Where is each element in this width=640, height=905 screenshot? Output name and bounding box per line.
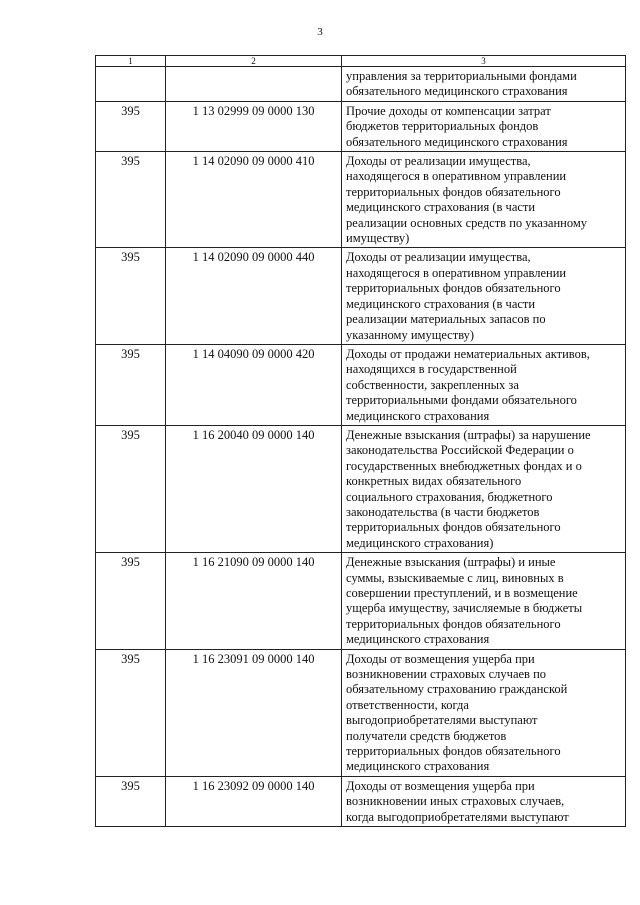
description-line: территориальных фондов обязательного	[346, 616, 561, 631]
budget-code-cell: 1 14 02090 09 0000 440	[166, 248, 342, 344]
page-number: 3	[317, 26, 323, 38]
description-line: медицинского страхования)	[346, 535, 494, 550]
description-line: Доходы от возмещения ущерба при	[346, 778, 535, 793]
description-cell	[342, 425, 626, 552]
budget-code-cell: 1 14 04090 09 0000 420	[166, 344, 342, 425]
description-line: территориальных фондов обязательного	[346, 281, 561, 296]
description-line: выгодоприобретателями выступают	[346, 713, 538, 728]
table-row	[96, 152, 626, 248]
description-line: Доходы от возмещения ущерба при	[346, 651, 535, 666]
description-line: медицинского страхования	[346, 759, 490, 774]
description-line: медицинского страхования	[346, 632, 490, 647]
table-row	[96, 67, 626, 102]
description-cell	[342, 248, 626, 344]
description-line: Прочие доходы от компенсации затрат	[346, 103, 551, 118]
budget-code-cell: 1 14 02090 09 0000 410	[166, 152, 342, 248]
table-row	[96, 344, 626, 425]
description-line: территориальных фондов обязательного	[346, 520, 561, 535]
description-line: реализации основных средств по указанному	[346, 215, 587, 230]
description-line: когда выгодоприобретателями выступают	[346, 809, 569, 824]
admin-code-cell	[96, 67, 166, 102]
table-header-row	[96, 56, 626, 67]
column-header-3: 3	[342, 56, 626, 67]
description-line: собственности, закрепленных за	[346, 377, 519, 392]
description-cell	[342, 649, 626, 776]
description-line: территориальных фондов обязательного	[346, 744, 561, 759]
description-line: территориальных фондов обязательного	[346, 184, 561, 199]
description-line: имуществу)	[346, 231, 410, 246]
description-line: ущерба имуществу, зачисляемые в бюджеты	[346, 601, 583, 616]
admin-code-cell: 395	[96, 649, 166, 776]
admin-code-cell: 395	[96, 425, 166, 552]
budget-code-cell: 1 16 23092 09 0000 140	[166, 776, 342, 826]
description-line: Доходы от реализации имущества,	[346, 250, 531, 265]
admin-code-cell: 395	[96, 101, 166, 151]
admin-code-cell: 395	[96, 344, 166, 425]
admin-code-cell: 395	[96, 152, 166, 248]
description-cell	[342, 776, 626, 826]
description-line: совершении преступлений, и в возмещение	[346, 586, 578, 600]
table-row	[96, 248, 626, 344]
description-line: обязательного медицинского страхования	[346, 84, 568, 99]
description-line: Денежные взыскания (штрафы) и иные	[346, 555, 556, 570]
description-cell	[342, 344, 626, 425]
description-line: реализации материальных запасов по	[346, 312, 546, 327]
description-line: медицинского страхования (в части	[346, 200, 536, 215]
description-line: законодательства (в части бюджетов	[346, 504, 540, 519]
budget-code-cell: 1 16 20040 09 0000 140	[166, 425, 342, 552]
description-line: управления за территориальными фондами	[346, 69, 577, 83]
description-line: находящегося в оперативном управлении	[346, 265, 567, 280]
budget-code-cell	[166, 67, 342, 102]
description-cell	[342, 152, 626, 248]
description-line: указанному имуществу)	[346, 327, 475, 342]
table-row	[96, 649, 626, 776]
description-line: территориальными фондами обязательного	[346, 393, 577, 408]
table-row	[96, 776, 626, 826]
table-row	[96, 425, 626, 552]
description-line: конкретных видах обязательного	[346, 474, 522, 489]
table-row	[96, 553, 626, 649]
description-line: возникновении страховых случаев по	[346, 667, 547, 682]
description-line: ответственности, когда	[346, 697, 469, 712]
column-header-2: 2	[166, 56, 342, 67]
description-line: находящихся в государственной	[346, 362, 517, 377]
description-line: Доходы от продажи нематериальных активов,	[346, 346, 590, 361]
description-line: получатели средств бюджетов	[346, 728, 507, 743]
description-line: медицинского страхования (в части	[346, 296, 536, 311]
admin-code-cell: 395	[96, 553, 166, 649]
table-row	[96, 101, 626, 151]
budget-code-cell: 1 13 02999 09 0000 130	[166, 101, 342, 151]
revenue-codes-table	[95, 55, 626, 827]
description-cell	[342, 67, 626, 102]
description-line: государственных внебюджетных фондах и о	[346, 458, 582, 473]
description-line: Денежные взыскания (штрафы) за нарушение	[346, 427, 591, 442]
description-line: обязательного медицинского страхования	[346, 134, 568, 149]
budget-code-cell: 1 16 21090 09 0000 140	[166, 553, 342, 649]
description-cell	[342, 101, 626, 151]
admin-code-cell: 395	[96, 776, 166, 826]
column-header-1: 1	[96, 56, 166, 67]
description-cell	[342, 553, 626, 649]
description-line: обязательному страхованию гражданской	[346, 682, 568, 697]
description-line: бюджетов территориальных фондов	[346, 119, 539, 134]
description-line: социального страхования, бюджетного	[346, 489, 553, 504]
description-line: суммы, взыскиваемые с лиц, виновных в	[346, 570, 564, 585]
table-body	[96, 67, 626, 827]
description-line: законодательства Российской Федерации о	[346, 443, 574, 458]
admin-code-cell: 395	[96, 248, 166, 344]
description-line: Доходы от реализации имущества,	[346, 154, 531, 169]
description-line: находящегося в оперативном управлении	[346, 169, 567, 184]
budget-code-cell: 1 16 23091 09 0000 140	[166, 649, 342, 776]
description-line: медицинского страхования	[346, 408, 490, 423]
description-line: возникновении иных страховых случаев,	[346, 794, 565, 809]
